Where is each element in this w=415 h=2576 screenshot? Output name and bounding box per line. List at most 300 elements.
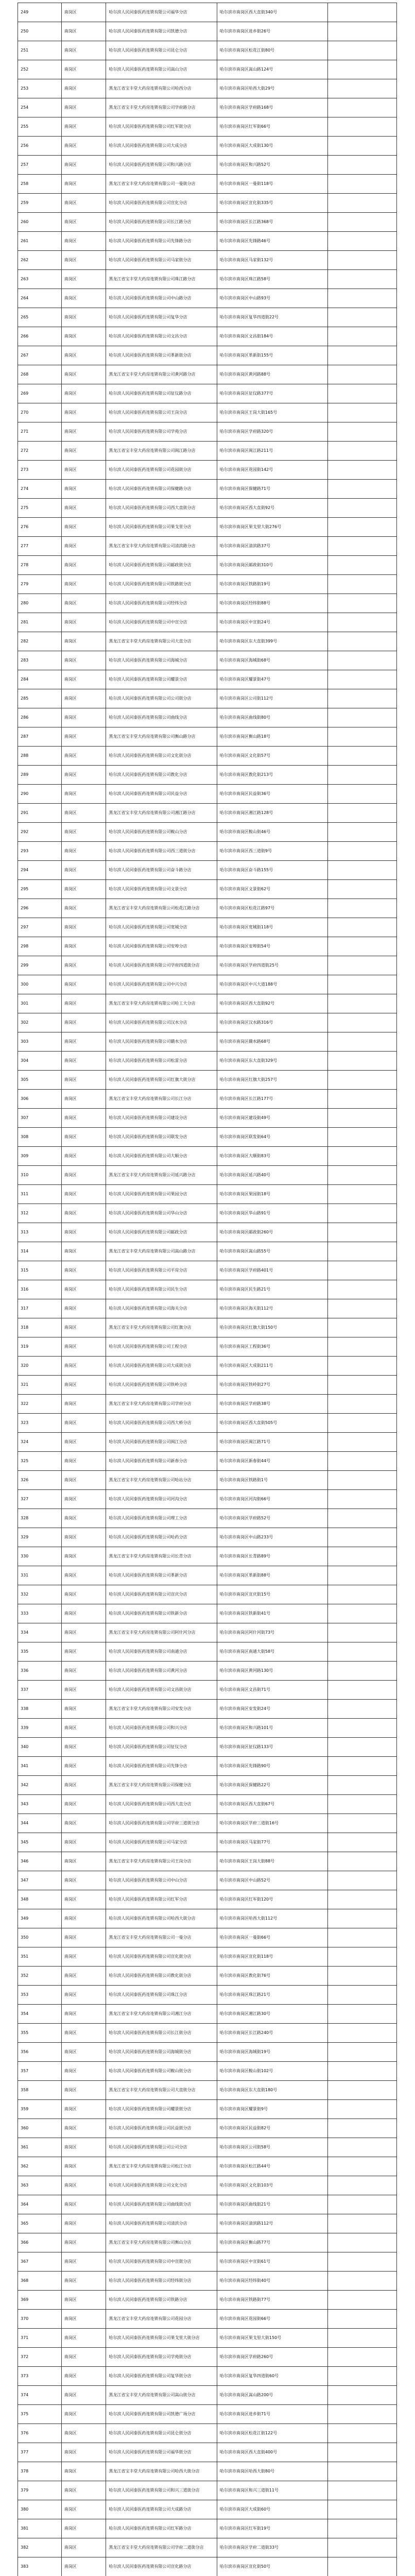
row-address: 哈尔滨市南岗区西三道街9号 — [217, 842, 327, 861]
row-address: 哈尔滨市南岗区衡山路18号 — [217, 727, 327, 747]
row-store-name: 黑龙江省宝丰堂大药房连锁有限公司保健分店 — [106, 1776, 217, 1795]
row-district: 南岗区 — [61, 1909, 106, 1928]
row-number: 323 — [18, 1414, 62, 1433]
row-address: 哈尔滨市南岗区学府三道街16号 — [217, 1814, 327, 1833]
row-district: 南岗区 — [61, 1795, 106, 1814]
row-store-name: 哈尔滨人民同泰医药连锁有限公司汉水分店 — [106, 1013, 217, 1032]
row-address: 哈尔滨市南岗区宣化街335号 — [217, 194, 327, 213]
table-row — [18, 1986, 397, 2005]
row-number: 249 — [18, 3, 62, 22]
row-blank-cell — [328, 1947, 397, 1967]
row-number: 308 — [18, 1128, 62, 1147]
row-store-name: 哈尔滨人民同泰医药连锁有限公司黄河分店 — [106, 1662, 217, 1681]
row-number: 365 — [18, 2214, 62, 2233]
table-row — [18, 1947, 397, 1967]
row-address: 哈尔滨市南岗区西大直街67号 — [217, 1795, 327, 1814]
row-number: 350 — [18, 1928, 62, 1947]
row-number: 369 — [18, 2291, 62, 2310]
row-blank-cell — [328, 1852, 397, 1871]
row-blank-cell — [328, 1013, 397, 1032]
row-address: 哈尔滨市南岗区果戈里大街150号 — [217, 2329, 327, 2348]
row-address: 哈尔滨市南岗区学府路52号 — [217, 1509, 327, 1528]
table-row — [18, 2272, 397, 2291]
row-address: 哈尔滨市南岗区松花江街122号 — [217, 2424, 327, 2443]
row-district: 南岗区 — [61, 1662, 106, 1681]
row-store-name: 哈尔滨人民同泰医药连锁有限公司邮政分店 — [106, 1223, 217, 1242]
row-address: 哈尔滨市南岗区珠江路58号 — [217, 270, 327, 289]
row-store-name: 哈尔滨人民同泰医药连锁有限公司闽江分店 — [106, 1433, 217, 1452]
row-blank-cell — [328, 1376, 397, 1395]
row-number: 367 — [18, 2252, 62, 2272]
row-address: 哈尔滨市南岗区铁路街77号 — [217, 2291, 327, 2310]
table-row — [18, 3, 397, 22]
table-row — [18, 2100, 397, 2119]
row-address: 哈尔滨市南岗区红军街120号 — [217, 1890, 327, 1909]
row-number: 360 — [18, 2119, 62, 2138]
row-district: 南岗区 — [61, 1833, 106, 1852]
table-row — [18, 480, 397, 499]
row-address: 哈尔滨市南岗区铁新街41号 — [217, 1604, 327, 1623]
row-number: 331 — [18, 1566, 62, 1585]
row-number: 275 — [18, 499, 62, 518]
row-blank-cell — [328, 1986, 397, 2005]
row-number: 333 — [18, 1604, 62, 1623]
row-address: 哈尔滨市南岗区中山路52号 — [217, 1871, 327, 1890]
row-blank-cell — [328, 1681, 397, 1700]
row-store-name: 哈尔滨人民同泰医药连锁有限公司哈西大街分店 — [106, 1909, 217, 1928]
table-row — [18, 156, 397, 175]
row-number: 353 — [18, 1986, 62, 2005]
row-address: 哈尔滨市南岗区复华四道街22号 — [217, 308, 327, 327]
row-address: 哈尔滨市南岗区东大直街329号 — [217, 1052, 327, 1071]
row-store-name: 哈尔滨人民同泰医药连锁有限公司民益分店 — [106, 785, 217, 804]
row-address: 哈尔滨市南岗区耀景街47号 — [217, 670, 327, 689]
row-store-name: 哈尔滨人民同泰医药连锁有限公司文化分店 — [106, 2176, 217, 2195]
row-district: 南岗区 — [61, 1433, 106, 1452]
row-number: 383 — [18, 2557, 62, 2576]
row-district: 南岗区 — [61, 994, 106, 1013]
row-store-name: 哈尔滨人民同泰医药连锁有限公司马家分店 — [106, 1833, 217, 1852]
row-store-name: 哈尔滨人民同泰医药连锁有限公司中山路分店 — [106, 289, 217, 308]
row-district: 南岗区 — [61, 842, 106, 861]
row-number: 355 — [18, 2024, 62, 2043]
row-district: 南岗区 — [61, 2062, 106, 2081]
row-store-name: 哈尔滨人民同泰医药连锁有限公司中山分店 — [106, 1871, 217, 1890]
row-address: 哈尔滨市南岗区邮政街310号 — [217, 556, 327, 575]
row-address: 哈尔滨市南岗区经纬街88号 — [217, 594, 327, 613]
row-number: 381 — [18, 2519, 62, 2538]
table-row — [18, 1623, 397, 1642]
row-address: 哈尔滨市南岗区保健路71号 — [217, 480, 327, 499]
row-blank-cell — [328, 79, 397, 98]
row-district: 南岗区 — [61, 861, 106, 880]
row-blank-cell — [328, 1299, 397, 1318]
row-address: 哈尔滨市南岗区征仪路377号 — [217, 384, 327, 403]
table-row — [18, 232, 397, 251]
row-address: 哈尔滨市南岗区西大直街340号 — [217, 3, 327, 22]
row-district: 南岗区 — [61, 2310, 106, 2329]
row-store-name: 哈尔滨人民同泰医药连锁有限公司珠江分店 — [106, 1986, 217, 2005]
row-store-name: 哈尔滨人民同泰医药连锁有限公司民生分店 — [106, 1280, 217, 1299]
row-number: 298 — [18, 937, 62, 956]
table-row — [18, 1299, 397, 1318]
table-row — [18, 747, 397, 766]
table-row — [18, 442, 397, 461]
table-row — [18, 766, 397, 785]
row-address: 哈尔滨市南岗区经纬街40号 — [217, 2272, 327, 2291]
row-store-name: 哈尔滨人民同泰医药连锁有限公司邮政街分店 — [106, 556, 217, 575]
row-address: 哈尔滨市南岗区学府路401号 — [217, 1261, 327, 1280]
row-address: 哈尔滨市南岗区安发街24号 — [217, 1700, 327, 1719]
row-blank-cell — [328, 1967, 397, 1986]
row-district: 南岗区 — [61, 2005, 106, 2024]
row-number: 299 — [18, 956, 62, 975]
row-district: 南岗区 — [61, 156, 106, 175]
row-store-name: 哈尔滨人民同泰医药连锁有限公司南通分店 — [106, 1642, 217, 1662]
row-blank-cell — [328, 994, 397, 1013]
row-blank-cell — [328, 499, 397, 518]
table-row — [18, 22, 397, 41]
row-store-name: 哈尔滨人民同泰医药连锁有限公司耀景分店 — [106, 670, 217, 689]
table-row — [18, 98, 397, 117]
row-district: 南岗区 — [61, 2157, 106, 2176]
table-row — [18, 1395, 397, 1414]
row-blank-cell — [328, 175, 397, 194]
row-district: 南岗区 — [61, 2291, 106, 2310]
row-district: 南岗区 — [61, 2252, 106, 2272]
row-address: 哈尔滨市南岗区铁岭街27号 — [217, 1376, 327, 1395]
row-district: 南岗区 — [61, 422, 106, 442]
row-store-name: 哈尔滨人民同泰医药连锁有限公司学府三道街分店 — [106, 1814, 217, 1833]
row-number: 354 — [18, 2005, 62, 2024]
table-row — [18, 1585, 397, 1604]
table-row — [18, 918, 397, 937]
table-row — [18, 2519, 397, 2538]
row-blank-cell — [328, 594, 397, 613]
row-blank-cell — [328, 2195, 397, 2214]
row-address: 哈尔滨市南岗区嵩山路124号 — [217, 60, 327, 79]
row-store-name: 哈尔滨人民同泰医药连锁有限公司公司街分店 — [106, 689, 217, 708]
row-blank-cell — [328, 1242, 397, 1261]
row-district: 南岗区 — [61, 1395, 106, 1414]
table-row — [18, 1071, 397, 1090]
row-district: 南岗区 — [61, 1509, 106, 1528]
row-number: 273 — [18, 461, 62, 480]
table-row — [18, 1967, 397, 1986]
table-row — [18, 1337, 397, 1357]
row-blank-cell — [328, 1566, 397, 1585]
row-store-name: 哈尔滨人民同泰医药连锁有限公司海关分店 — [106, 1299, 217, 1318]
row-blank-cell — [328, 918, 397, 937]
row-blank-cell — [328, 1280, 397, 1299]
table-row — [18, 1414, 397, 1433]
row-store-name: 哈尔滨人民同泰医药连锁有限公司先锋路分店 — [106, 232, 217, 251]
row-number: 374 — [18, 2386, 62, 2405]
row-blank-cell — [328, 156, 397, 175]
row-blank-cell — [328, 1909, 397, 1928]
row-number: 362 — [18, 2157, 62, 2176]
row-store-name: 哈尔滨人民同泰医药连锁有限公司和兴分店 — [106, 1719, 217, 1738]
row-address: 哈尔滨市南岗区公司街112号 — [217, 689, 327, 708]
row-district: 南岗区 — [61, 1681, 106, 1700]
row-number: 285 — [18, 689, 62, 708]
row-blank-cell — [328, 1509, 397, 1528]
table-row — [18, 213, 397, 232]
row-blank-cell — [328, 1890, 397, 1909]
row-store-name: 哈尔滨人民同泰医药连锁有限公司凯德分店 — [106, 22, 217, 41]
row-blank-cell — [328, 2367, 397, 2386]
row-number: 380 — [18, 2500, 62, 2519]
row-blank-cell — [328, 2005, 397, 2024]
row-store-name: 哈尔滨人民同泰医药连锁有限公司奋斗路分店 — [106, 861, 217, 880]
table-row — [18, 708, 397, 727]
row-number: 251 — [18, 41, 62, 60]
table-row — [18, 2119, 397, 2138]
row-blank-cell — [328, 689, 397, 708]
row-district: 南岗区 — [61, 2214, 106, 2233]
table-row — [18, 1357, 397, 1376]
row-address: 哈尔滨市南岗区中兴大道188号 — [217, 975, 327, 994]
row-store-name: 哈尔滨人民同泰医药连锁有限公司学苑街分店 — [106, 2348, 217, 2367]
row-blank-cell — [328, 2138, 397, 2157]
row-district: 南岗区 — [61, 1947, 106, 1967]
table-row — [18, 2157, 397, 2176]
row-address: 哈尔滨市南岗区文昌街71号 — [217, 1681, 327, 1700]
row-number: 268 — [18, 365, 62, 384]
row-address: 哈尔滨市南岗区大成街130号 — [217, 137, 327, 156]
row-district: 南岗区 — [61, 899, 106, 918]
row-district: 南岗区 — [61, 2176, 106, 2195]
row-district: 南岗区 — [61, 747, 106, 766]
row-district: 南岗区 — [61, 403, 106, 422]
table-row — [18, 727, 397, 747]
row-store-name: 哈尔滨人民同泰医药连锁有限公司大顺分店 — [106, 1147, 217, 1166]
row-district: 南岗区 — [61, 175, 106, 194]
row-store-name: 黑龙江省宝丰堂大药房连锁有限公司学府路分店 — [106, 98, 217, 117]
row-store-name: 哈尔滨人民同泰医药连锁有限公司赣水分店 — [106, 1032, 217, 1052]
row-number: 295 — [18, 880, 62, 899]
table-row — [18, 1490, 397, 1509]
row-store-name: 哈尔滨人民同泰医药连锁有限公司中兴分店 — [106, 975, 217, 994]
row-store-name: 哈尔滨人民同泰医药连锁有限公司清滨分店 — [106, 2214, 217, 2233]
row-blank-cell — [328, 1623, 397, 1642]
row-district: 南岗区 — [61, 251, 106, 270]
row-number: 330 — [18, 1547, 62, 1566]
row-number: 325 — [18, 1452, 62, 1471]
row-district: 南岗区 — [61, 1585, 106, 1604]
row-district: 南岗区 — [61, 766, 106, 785]
table-row — [18, 1452, 397, 1471]
row-number: 335 — [18, 1642, 62, 1662]
table-row — [18, 2386, 397, 2405]
row-store-name: 哈尔滨人民同泰医药连锁有限公司革新分店 — [106, 1566, 217, 1585]
row-address: 哈尔滨市南岗区铁路街1号 — [217, 1471, 327, 1490]
row-number: 261 — [18, 232, 62, 251]
row-address: 哈尔滨市南岗区东大直街399号 — [217, 632, 327, 651]
row-number: 274 — [18, 480, 62, 499]
row-blank-cell — [328, 1128, 397, 1147]
row-address: 哈尔滨市南岗区中宣街24号 — [217, 613, 327, 632]
row-number: 320 — [18, 1357, 62, 1376]
row-store-name: 黑龙江省宝丰堂大药房连锁有限公司松江分店 — [106, 2157, 217, 2176]
row-store-name: 哈尔滨人民同泰医药连锁有限公司复华分店 — [106, 308, 217, 327]
row-district: 南岗区 — [61, 137, 106, 156]
row-number: 345 — [18, 1833, 62, 1852]
row-blank-cell — [328, 975, 397, 994]
row-address: 哈尔滨市南岗区黄河路88号 — [217, 365, 327, 384]
row-blank-cell — [328, 1757, 397, 1776]
table-row — [18, 1166, 397, 1185]
row-blank-cell — [328, 537, 397, 556]
row-district: 南岗区 — [61, 956, 106, 975]
row-district: 南岗区 — [61, 2538, 106, 2557]
row-blank-cell — [328, 1185, 397, 1204]
table-row — [18, 2481, 397, 2500]
row-address: 哈尔滨市南岗区王岗大街165号 — [217, 403, 327, 422]
row-store-name: 哈尔滨人民同泰医药连锁有限公司宣庆分店 — [106, 1585, 217, 1604]
row-blank-cell — [328, 1166, 397, 1185]
row-address: 哈尔滨市南岗区和兴路52号 — [217, 156, 327, 175]
table-row — [18, 2195, 397, 2214]
row-blank-cell — [328, 2329, 397, 2348]
table-row — [18, 289, 397, 308]
table-row — [18, 327, 397, 346]
row-store-name: 哈尔滨人民同泰医药连锁有限公司海城街分店 — [106, 2043, 217, 2062]
row-address: 哈尔滨市南岗区闽江路211号 — [217, 442, 327, 461]
row-address: 哈尔滨市南岗区海城街19号 — [217, 2043, 327, 2062]
row-address: 哈尔滨市南岗区教化街213号 — [217, 766, 327, 785]
table-row — [18, 880, 397, 899]
row-district: 南岗区 — [61, 442, 106, 461]
row-district: 南岗区 — [61, 1967, 106, 1986]
row-district: 南岗区 — [61, 1261, 106, 1280]
row-district: 南岗区 — [61, 117, 106, 137]
table-row — [18, 594, 397, 613]
row-district: 南岗区 — [61, 2424, 106, 2443]
table-row — [18, 422, 397, 442]
row-blank-cell — [328, 1395, 397, 1414]
row-district: 南岗区 — [61, 327, 106, 346]
row-number: 318 — [18, 1318, 62, 1337]
row-district: 南岗区 — [61, 2119, 106, 2138]
table-row — [18, 1204, 397, 1223]
table-row — [18, 1928, 397, 1947]
row-address: 哈尔滨市南岗区大成街60号 — [217, 2500, 327, 2519]
row-district: 南岗区 — [61, 708, 106, 727]
row-district: 南岗区 — [61, 937, 106, 956]
row-number: 257 — [18, 156, 62, 175]
row-number: 289 — [18, 766, 62, 785]
row-address: 哈尔滨市南岗区马家街132号 — [217, 251, 327, 270]
row-number: 341 — [18, 1757, 62, 1776]
row-district: 南岗区 — [61, 60, 106, 79]
table-row — [18, 632, 397, 651]
table-row — [18, 2367, 397, 2386]
row-blank-cell — [328, 1700, 397, 1719]
row-district: 南岗区 — [61, 1357, 106, 1376]
row-blank-cell — [328, 880, 397, 899]
row-district: 南岗区 — [61, 651, 106, 670]
row-store-name: 黑龙江省宝丰堂大药房连锁有限公司红旗分店 — [106, 1318, 217, 1337]
table-row — [18, 2138, 397, 2157]
row-address: 哈尔滨市南岗区文化街103号 — [217, 2176, 327, 2195]
row-address: 哈尔滨市南岗区学府路320号 — [217, 422, 327, 442]
row-blank-cell — [328, 1928, 397, 1947]
row-address: 哈尔滨市南岗区清滨路112号 — [217, 2214, 327, 2233]
row-store-name: 哈尔滨人民同泰医药连锁有限公司鞍山街分店 — [106, 2062, 217, 2081]
table-row — [18, 1242, 397, 1261]
row-blank-cell — [328, 1318, 397, 1337]
row-blank-cell — [328, 937, 397, 956]
table-row — [18, 518, 397, 537]
row-store-name: 哈尔滨人民同泰医药连锁有限公司保健路分店 — [106, 480, 217, 499]
row-number: 253 — [18, 79, 62, 98]
row-district: 南岗区 — [61, 1852, 106, 1871]
row-district: 南岗区 — [61, 2348, 106, 2367]
table-row — [18, 651, 397, 670]
row-number: 272 — [18, 442, 62, 461]
row-district: 南岗区 — [61, 1490, 106, 1509]
row-blank-cell — [328, 2214, 397, 2233]
row-blank-cell — [328, 1814, 397, 1833]
table-row — [18, 137, 397, 156]
row-district: 南岗区 — [61, 1337, 106, 1357]
row-blank-cell — [328, 1585, 397, 1604]
row-district: 南岗区 — [61, 632, 106, 651]
row-address: 哈尔滨市南岗区学府路38号 — [217, 1395, 327, 1414]
row-address: 哈尔滨市南岗区花园街142号 — [217, 461, 327, 480]
table-row — [18, 1013, 397, 1032]
row-store-name: 哈尔滨人民同泰医药连锁有限公司教化街分店 — [106, 1967, 217, 1986]
row-address: 哈尔滨市南岗区一曼街66号 — [217, 1928, 327, 1947]
row-blank-cell — [328, 2024, 397, 2043]
row-address: 哈尔滨市南岗区河沟街66号 — [217, 1490, 327, 1509]
row-blank-cell — [328, 2462, 397, 2481]
row-store-name: 黑龙江省宝丰堂大药房连锁有限公司大直分店 — [106, 632, 217, 651]
row-store-name: 黑龙江省宝丰堂大药房连锁有限公司湘江分店 — [106, 2005, 217, 2024]
row-store-name: 哈尔滨人民同泰医药连锁有限公司联发分店 — [106, 1128, 217, 1147]
row-address: 哈尔滨市南岗区和兴三道街11号 — [217, 2481, 327, 2500]
row-store-name: 黑龙江省宝丰堂大药房连锁有限公司一曼分店 — [106, 1928, 217, 1947]
table-row — [18, 2557, 397, 2576]
row-district: 南岗区 — [61, 2043, 106, 2062]
table-row — [18, 403, 397, 422]
row-district: 南岗区 — [61, 2081, 106, 2100]
row-number: 279 — [18, 575, 62, 594]
row-blank-cell — [328, 327, 397, 346]
row-district: 南岗区 — [61, 1871, 106, 1890]
row-number: 351 — [18, 1947, 62, 1967]
row-address: 哈尔滨市南岗区公司街58号 — [217, 2138, 327, 2157]
row-store-name: 黑龙江省宝丰堂大药房连锁有限公司闽江路分店 — [106, 442, 217, 461]
row-district: 南岗区 — [61, 1719, 106, 1738]
table-row — [18, 1471, 397, 1490]
table-row — [18, 1719, 397, 1738]
row-blank-cell — [328, 1642, 397, 1662]
row-number: 304 — [18, 1052, 62, 1071]
table-row — [18, 1509, 397, 1528]
row-blank-cell — [328, 1833, 397, 1852]
row-address: 哈尔滨市南岗区进乡街26号 — [217, 22, 327, 41]
row-store-name: 哈尔滨人民同泰医药连锁有限公司平房分店 — [106, 1261, 217, 1280]
row-address: 哈尔滨市南岗区松江路44号 — [217, 2157, 327, 2176]
table-row — [18, 1814, 397, 1833]
row-blank-cell — [328, 823, 397, 842]
row-store-name: 黑龙江省宝丰堂大药房连锁有限公司延兴路分店 — [106, 1166, 217, 1185]
row-number: 344 — [18, 1814, 62, 1833]
row-number: 329 — [18, 1528, 62, 1547]
row-number: 349 — [18, 1909, 62, 1928]
